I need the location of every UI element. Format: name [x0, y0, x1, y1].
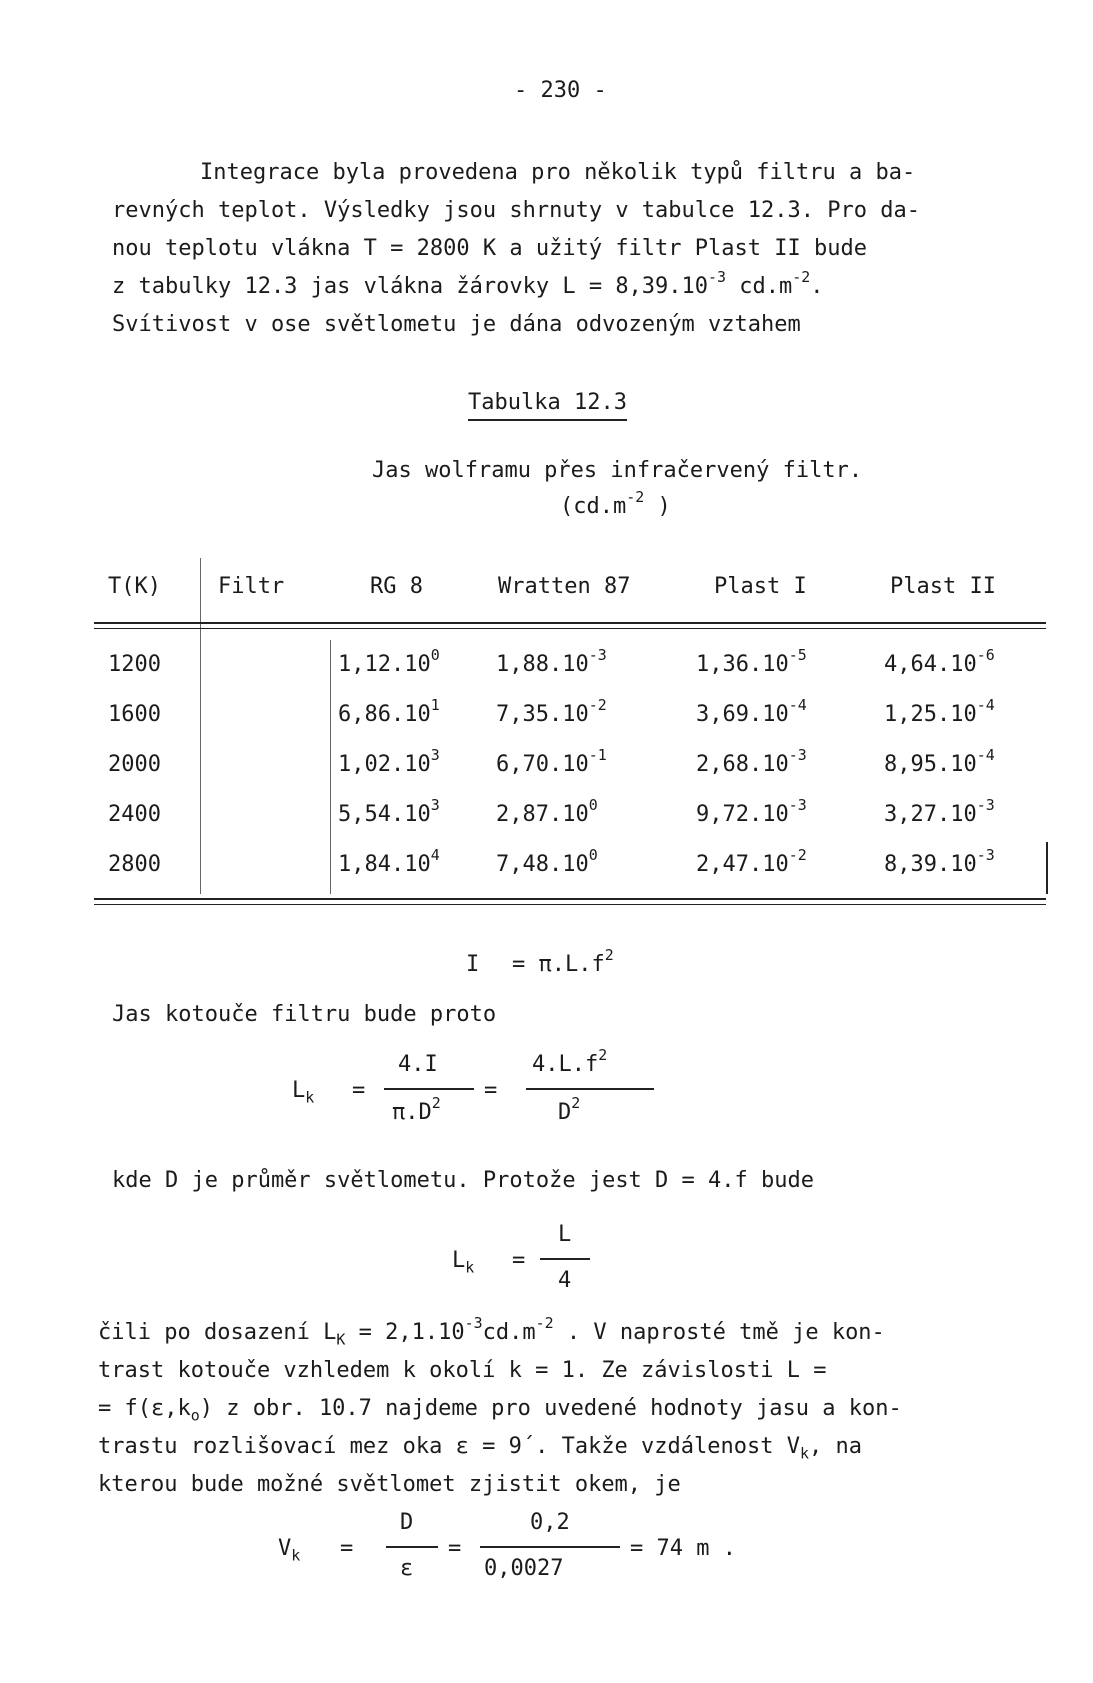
text-line: trast kotouče vzhledem k okolí k = 1. Ze závislosti L =: [98, 1358, 827, 1383]
equation-sign: =: [512, 1248, 526, 1273]
table-cell-rg8: 6,86.10$^1$: [338, 696, 440, 727]
table-cell-plast2: $1,25.10^{-4}$: [884, 696, 995, 727]
text-line: čili po dosazení $L_K = 2,1.10^{-3}cd.m^{-2}$ . V naprosté tmě je kon-: [98, 1314, 885, 1349]
fraction-denominator: ε: [400, 1556, 414, 1581]
fraction-denominator: $D^2$: [558, 1094, 581, 1125]
equation-lhs: I: [466, 952, 480, 977]
fraction-bar: [540, 1258, 590, 1260]
table-cell-plast1: $3,69.10^{-4}$: [696, 696, 807, 727]
table-header-cell: Wratten 87: [498, 574, 631, 599]
table-cell-wratten87: 7,48.10$^0$: [496, 846, 598, 877]
table-cell-wratten87: $6,70.10^{-1}$: [496, 746, 607, 777]
text-line: kterou bude možné světlomet zjistit okem, je: [98, 1472, 681, 1497]
table-header-cell: Plast II: [890, 574, 996, 599]
equation-sign: =: [484, 1078, 498, 1103]
text-line: nou teplotu vlákna T = 2800 K a užitý filtr Plast II bude: [112, 236, 867, 261]
table-cell-temp: 1600: [108, 702, 161, 727]
equation-lhs: $L_k$: [452, 1248, 475, 1277]
equation-sign: =: [352, 1078, 366, 1103]
table-cell-wratten87: 2,87.10$^0$: [496, 796, 598, 827]
table-cell-plast2: $8,95.10^{-4}$: [884, 746, 995, 777]
table-cell-rg8: 1,84.10$^4$: [338, 846, 440, 877]
text-line: Svítivost v ose světlometu je dána odvozeným vztahem: [112, 312, 801, 337]
table-rule: [94, 904, 1046, 905]
table-rule: [94, 628, 1046, 629]
fraction-bar: [526, 1088, 654, 1090]
table-caption: Tabulka 12.3: [468, 390, 627, 421]
fraction-numerator: 0,2: [530, 1510, 570, 1535]
table-cell-plast1: $9,72.10^{-3}$: [696, 796, 807, 827]
table-unit: ($cd.m^{-2}$ ): [560, 488, 671, 519]
table-title: Jas wolframu přes infračervený filtr.: [372, 458, 863, 483]
table-divider: [330, 640, 331, 894]
text-line: = $f(\varepsilon,k_o)$ z obr. 10.7 najdeme pro uvedené hodnoty jasu a kon-: [98, 1396, 902, 1425]
text-line: revných teplot. Výsledky jsou shrnuty v tabulce 12.3. Pro da-: [112, 198, 920, 223]
table-header-cell: T(K): [108, 574, 161, 599]
table-cell-rg8: 5,54.10$^3$: [338, 796, 440, 827]
page-number: - 230 -: [514, 78, 607, 103]
fraction-numerator: L: [558, 1222, 572, 1247]
text-line: Integrace byla provedena pro několik typů filtru a ba-: [200, 160, 916, 185]
table-cell-rg8: 1,02.10$^3$: [338, 746, 440, 777]
table-cell-plast2: $8,39.10^{-3}$: [884, 846, 995, 877]
equation-sign: =: [448, 1536, 462, 1561]
table-rule: [94, 898, 1046, 900]
table-cell-plast1: $1,36.10^{-5}$: [696, 646, 807, 677]
equation-lhs: $L_k$: [292, 1078, 315, 1107]
table-cell-wratten87: $7,35.10^{-2}$: [496, 696, 607, 727]
table-divider: [200, 558, 201, 894]
text-line: z tabulky 12.3 jas vlákna žárovky $L = 8,39.10^{-3}$ $cd.m^{-2}$.: [112, 268, 824, 299]
text-line: kde D je průměr světlometu. Protože jest D = 4.f bude: [112, 1168, 814, 1193]
fraction-bar: [384, 1088, 474, 1090]
equation-lhs: $V_k$: [278, 1536, 301, 1565]
table-cell-temp: 2000: [108, 752, 161, 777]
table-cell-rg8: 1,12.10$^0$: [338, 646, 440, 677]
table-cell-plast1: $2,47.10^{-2}$: [696, 846, 807, 877]
equation-result: = 74 m .: [630, 1536, 736, 1561]
table-rule: [94, 622, 1046, 624]
table-header-cell: Plast I: [714, 574, 807, 599]
text-line: Jas kotouče filtru bude proto: [112, 1002, 497, 1027]
equation-sign: =: [340, 1536, 354, 1561]
equation-rhs: = $\pi.L.f^2$: [512, 946, 614, 977]
fraction-numerator: $4.L.f^2$: [532, 1046, 608, 1077]
table-divider: [1046, 842, 1048, 894]
table-cell-plast1: $2,68.10^{-3}$: [696, 746, 807, 777]
fraction-bar: [480, 1546, 620, 1548]
table-header-cell: Filtr: [218, 574, 285, 599]
fraction-numerator: 4.I: [398, 1052, 438, 1077]
text-line: trastu rozlišovací mez oka ε = 9´. Takže vzdálenost $V_k$, na: [98, 1434, 862, 1463]
fraction-denominator: 4: [558, 1268, 572, 1293]
table-cell-temp: 1200: [108, 652, 161, 677]
table-cell-wratten87: $1,88.10^{-3}$: [496, 646, 607, 677]
table-cell-plast2: $3,27.10^{-3}$: [884, 796, 995, 827]
table-cell-temp: 2400: [108, 802, 161, 827]
fraction-denominator: 0,0027: [484, 1556, 564, 1581]
fraction-bar: [386, 1546, 438, 1548]
fraction-denominator: $\pi.D^2$: [392, 1094, 441, 1125]
table-cell-plast2: $4,64.10^{-6}$: [884, 646, 995, 677]
table-cell-temp: 2800: [108, 852, 161, 877]
table-header-cell: RG 8: [370, 574, 423, 599]
fraction-numerator: D: [400, 1510, 414, 1535]
